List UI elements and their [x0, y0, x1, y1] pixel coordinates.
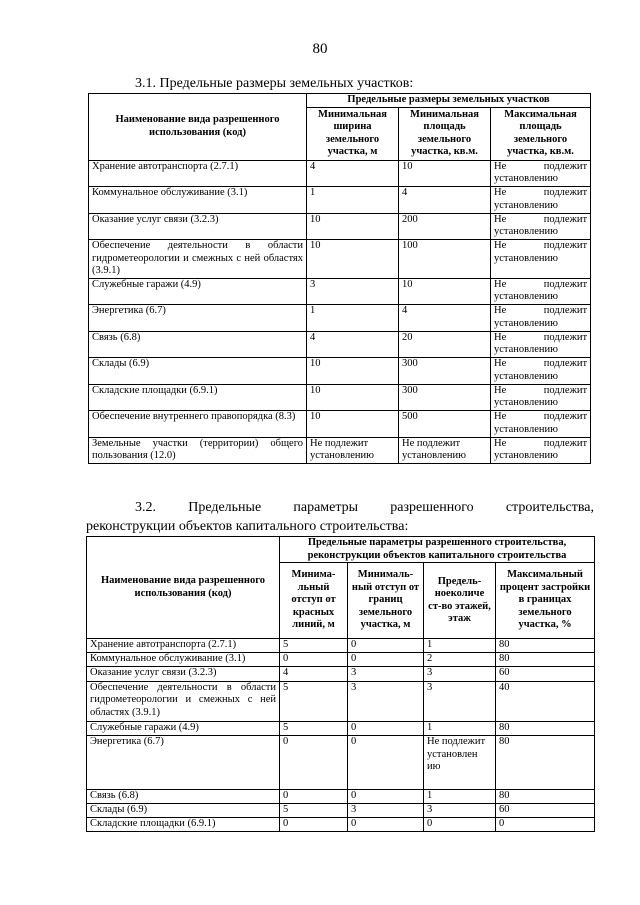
- cell-boundary: 0: [348, 818, 424, 832]
- cell-boundary: 3: [348, 667, 424, 681]
- cell-max-area: Не подлежит установлению: [491, 278, 591, 305]
- section2-heading-line2: реконструкции объектов капитального строительства:: [86, 519, 409, 534]
- t2-group-header: Предельные параметры разрешенного строительства, реконструкции объектов капитального строительства: [280, 537, 595, 563]
- cell-min-area: Не подлежит установлению: [399, 437, 491, 464]
- table-row: [89, 160, 591, 187]
- cell-min-area: 10: [399, 160, 491, 187]
- cell-max-area: Не подлежит установлению: [491, 384, 591, 411]
- construction-parameters-table: [86, 536, 595, 832]
- page-number: 80: [312, 41, 328, 57]
- section1-heading: 3.1. Предельные размеры земельных участков:: [135, 76, 414, 91]
- section2-heading: [86, 498, 594, 536]
- cell-max-area: Не подлежит установлению: [491, 411, 591, 438]
- cell-coverage: 60: [496, 803, 595, 817]
- cell-name: Хранение автотранспорта (2.7.1): [89, 160, 307, 187]
- t1-name-header: Наименование вида разрешенного использования (код): [89, 94, 307, 161]
- cell-name: Складские площадки (6.9.1): [87, 818, 280, 832]
- cell-coverage: 80: [496, 639, 595, 653]
- cell-floors: 2: [424, 653, 496, 667]
- cell-boundary: 3: [348, 681, 424, 722]
- heading-word: параметры: [293, 500, 359, 515]
- cell-name: Служебные гаражи (4.9): [87, 722, 280, 736]
- cell-floors: 1: [424, 639, 496, 653]
- cell-min-area: 4: [399, 305, 491, 332]
- cell-name: Склады (6.9): [89, 358, 307, 385]
- cell-width: 1: [307, 305, 399, 332]
- table-row: [89, 305, 591, 332]
- table-row: [89, 411, 591, 438]
- t2-col-boundary-setback: Минималь-ный отступ от границ земельного участка, м: [348, 563, 424, 639]
- cell-name: Обеспечение деятельности в области гидрометеорологии и смежных с ней областях (3.9.1): [87, 681, 280, 722]
- table-row: [89, 213, 591, 240]
- cell-name: Энергетика (6.7): [87, 736, 280, 790]
- cell-boundary: 0: [348, 653, 424, 667]
- cell-min-area: 10: [399, 278, 491, 305]
- cell-width: 10: [307, 240, 399, 279]
- cell-coverage: 80: [496, 722, 595, 736]
- cell-coverage: 0: [496, 818, 595, 832]
- heading-word: Предельные: [188, 500, 262, 515]
- cell-max-area: Не подлежит установлению: [491, 187, 591, 214]
- cell-boundary: 3: [348, 803, 424, 817]
- cell-red-line: 0: [280, 818, 348, 832]
- cell-name: Оказание услуг связи (3.2.3): [89, 213, 307, 240]
- table-row: [89, 240, 591, 279]
- cell-min-area: 300: [399, 384, 491, 411]
- table-row: [89, 384, 591, 411]
- cell-name: Коммунальное обслуживание (3.1): [89, 187, 307, 214]
- cell-red-line: 0: [280, 653, 348, 667]
- cell-coverage: 60: [496, 667, 595, 681]
- heading-word: разрешенного: [390, 500, 474, 515]
- cell-red-line: 4: [280, 667, 348, 681]
- cell-width: 10: [307, 384, 399, 411]
- t1-col-min-width: Минимальная ширина земельного участка, м: [307, 107, 399, 160]
- cell-width: 10: [307, 358, 399, 385]
- cell-max-area: Не подлежит установлению: [491, 305, 591, 332]
- cell-min-area: 200: [399, 213, 491, 240]
- cell-name: Оказание услуг связи (3.2.3): [87, 667, 280, 681]
- section2-heading-line1: [86, 498, 594, 517]
- cell-max-area: Не подлежит установлению: [491, 331, 591, 358]
- cell-floors: 1: [424, 722, 496, 736]
- cell-boundary: 0: [348, 789, 424, 803]
- t2-col-coverage: Максимальный процент застройки в границах земельного участка, %: [496, 563, 595, 639]
- table-row: [87, 736, 595, 790]
- cell-coverage: 80: [496, 653, 595, 667]
- cell-width: 10: [307, 213, 399, 240]
- cell-name: Обеспечение внутреннего правопорядка (8.3): [89, 411, 307, 438]
- cell-max-area: Не подлежит установлению: [491, 358, 591, 385]
- cell-floors: 0: [424, 818, 496, 832]
- table-row: [87, 803, 595, 817]
- table-row: [89, 331, 591, 358]
- cell-name: Хранение автотранспорта (2.7.1): [87, 639, 280, 653]
- cell-coverage: 80: [496, 736, 595, 790]
- cell-min-area: 4: [399, 187, 491, 214]
- table-row: [89, 278, 591, 305]
- cell-coverage: 80: [496, 789, 595, 803]
- cell-width: 4: [307, 160, 399, 187]
- cell-width: 1: [307, 187, 399, 214]
- cell-red-line: 0: [280, 789, 348, 803]
- t2-col-floors: Предель-ноеколиче ст-во этажей, этаж: [424, 563, 496, 639]
- cell-red-line: 0: [280, 736, 348, 790]
- cell-name: Служебные гаражи (4.9): [89, 278, 307, 305]
- cell-floors: Не подлежит установлен ию: [424, 736, 496, 790]
- t2-name-header: Наименование вида разрешенного использования (код): [87, 537, 280, 639]
- cell-red-line: 5: [280, 803, 348, 817]
- table-row: [87, 818, 595, 832]
- heading-word: 3.2.: [135, 500, 156, 515]
- cell-max-area: Не подлежит установлению: [491, 213, 591, 240]
- cell-floors: 3: [424, 803, 496, 817]
- table-row: [87, 639, 595, 653]
- t1-group-header: Предельные размеры земельных участков: [307, 94, 591, 108]
- cell-min-area: 500: [399, 411, 491, 438]
- cell-width: 10: [307, 411, 399, 438]
- cell-width: 3: [307, 278, 399, 305]
- cell-min-area: 100: [399, 240, 491, 279]
- cell-name: Склады (6.9): [87, 803, 280, 817]
- heading-word: строительства,: [505, 500, 594, 515]
- t1-col-max-area: Максимальная площадь земельного участка, кв.м.: [491, 107, 591, 160]
- table-row: [89, 187, 591, 214]
- cell-red-line: 5: [280, 639, 348, 653]
- cell-name: Связь (6.8): [89, 331, 307, 358]
- cell-name: Обеспечение деятельности в области гидрометеорологии и смежных с ней областях (3.9.1): [89, 240, 307, 279]
- cell-name: Коммунальное обслуживание (3.1): [87, 653, 280, 667]
- table-row: [89, 437, 591, 464]
- cell-floors: 1: [424, 789, 496, 803]
- cell-coverage: 40: [496, 681, 595, 722]
- table-row: [87, 667, 595, 681]
- cell-red-line: 5: [280, 722, 348, 736]
- t2-col-red-line-setback: Минима-льный отступ от красных линий, м: [280, 563, 348, 639]
- cell-width: 4: [307, 331, 399, 358]
- t1-col-min-area: Минимальная площадь земельного участка, кв.м.: [399, 107, 491, 160]
- cell-floors: 3: [424, 667, 496, 681]
- cell-name: Земельные участки (территории) общего пользования (12.0): [89, 437, 307, 464]
- cell-min-area: 20: [399, 331, 491, 358]
- land-plot-sizes-table: [88, 93, 591, 464]
- table-row: [89, 358, 591, 385]
- table-row: [87, 681, 595, 722]
- cell-name: Энергетика (6.7): [89, 305, 307, 332]
- cell-name: Складские площадки (6.9.1): [89, 384, 307, 411]
- cell-max-area: Не подлежит установлению: [491, 240, 591, 279]
- table-row: [87, 722, 595, 736]
- cell-red-line: 5: [280, 681, 348, 722]
- cell-floors: 3: [424, 681, 496, 722]
- table-row: [87, 789, 595, 803]
- cell-boundary: 0: [348, 722, 424, 736]
- cell-max-area: Не подлежит установлению: [491, 160, 591, 187]
- cell-name: Связь (6.8): [87, 789, 280, 803]
- cell-boundary: 0: [348, 736, 424, 790]
- cell-min-area: 300: [399, 358, 491, 385]
- cell-width: Не подлежит установлению: [307, 437, 399, 464]
- cell-max-area: Не подлежит установлению: [491, 437, 591, 464]
- cell-boundary: 0: [348, 639, 424, 653]
- table-row: [87, 653, 595, 667]
